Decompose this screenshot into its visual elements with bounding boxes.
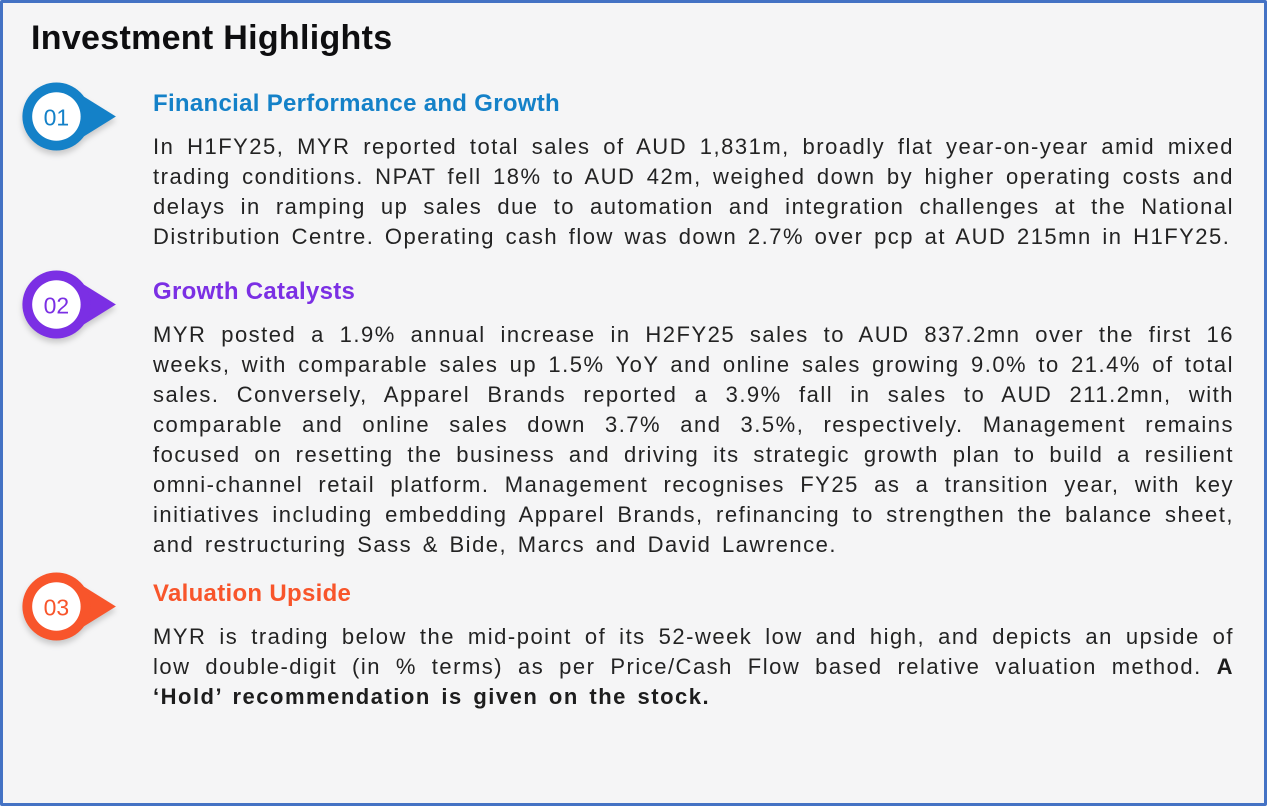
pin-number: 03	[43, 594, 70, 621]
section-heading-growth-catalysts: Growth Catalysts	[153, 278, 356, 305]
section-financial-performance	[31, 90, 1234, 252]
numbered-pin-03-icon	[19, 564, 121, 649]
section-body-valuation-upside	[153, 622, 1234, 712]
body-text: In H1FY25, MYR reported total sales of AUD 1,831m, broadly flat year-on-year amid mixed trading conditions. NPAT fell 18% to AUD 42m, weighed down by higher operating costs and delays in ramping up sales due to automation and integration challenges at the National Distribution Centre. Operating cash flow was down 2.7% over pcp at AUD 215mn in H1FY25.	[153, 134, 1234, 249]
body-text-bold: A ‘Hold’ recommendation is given on the stock.	[153, 654, 1234, 709]
section-body-growth-catalysts	[153, 320, 1234, 560]
section-heading-financial-performance: Financial Performance and Growth	[153, 90, 561, 117]
numbered-pin-02-icon	[19, 262, 121, 347]
section-growth-catalysts	[31, 278, 1234, 560]
section-valuation-upside	[31, 580, 1234, 712]
body-text: MYR is trading below the mid-point of its 52-week low and high, and depicts an upside of low double-digit (in % terms) as per Price/Cash Flow based relative valuation method.	[153, 624, 1234, 679]
section-body-financial-performance	[153, 132, 1234, 252]
numbered-pin-01-icon	[19, 74, 121, 159]
body-text: MYR posted a 1.9% annual increase in H2FY25 sales to AUD 837.2mn over the first 16 weeks, with comparable sales up 1.5% YoY and online sales growing 9.0% to 21.4% of total sales. Conversely, Apparel Brands reported a 3.9% fall in sales to AUD 211.2mn, with comparable and online sales down 3.7% and 3.5%, respectively. Management remains focused on resetting the business and driving its strategic growth plan to build a resilient omni-channel retail platform. Management recognises FY25 as a transition year, with key initiatives including embedding Apparel Brands, refinancing to strengthen the balance sheet, and restructuring Sass & Bide, Marcs and David Lawrence.	[153, 322, 1234, 557]
pin-number: 01	[43, 104, 70, 131]
section-heading-valuation-upside: Valuation Upside	[153, 580, 352, 607]
page-title: Investment Highlights	[31, 19, 393, 57]
pin-number: 02	[43, 292, 70, 319]
